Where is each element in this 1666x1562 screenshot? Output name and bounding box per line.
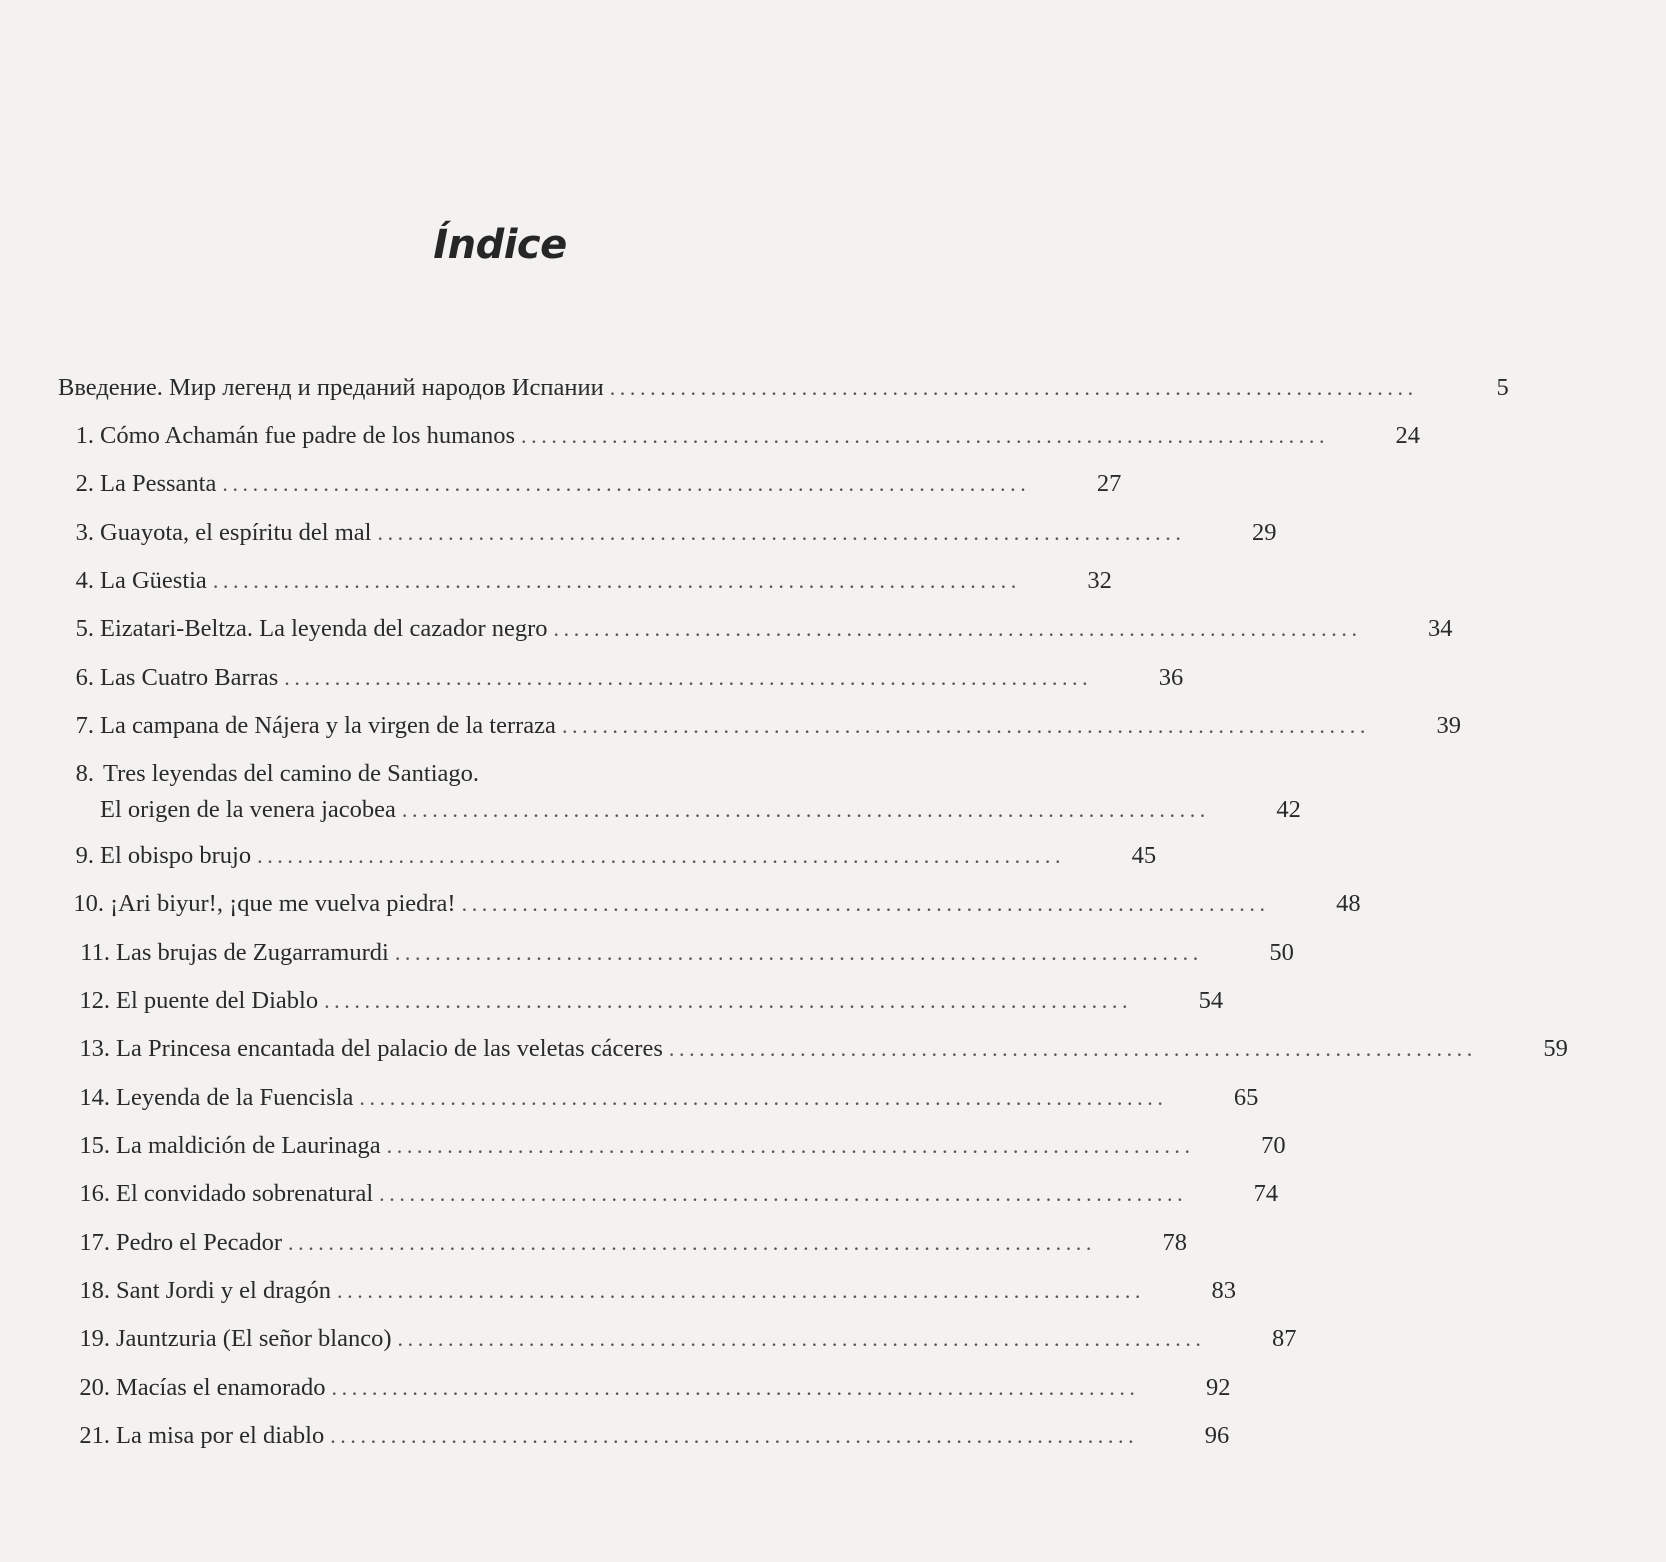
toc-entry-title: La campana de Nájera y la virgen de la terraza — [100, 712, 556, 739]
toc-entry-title: Pedro el Pecador — [116, 1229, 282, 1256]
toc-entry[interactable] — [0, 1226, 1187, 1260]
toc-entry-number: 16. — [79, 1180, 110, 1207]
toc-entry-title: El obispo brujo — [100, 842, 252, 869]
toc-entry-page: 70 — [1261, 1132, 1286, 1159]
toc-entry-intro[interactable] — [0, 371, 1509, 405]
dot-leader: ................................................................................ — [330, 1423, 1139, 1448]
toc-entry-page: 32 — [1087, 567, 1112, 594]
toc-entry-title: La Güestia — [100, 567, 207, 594]
dot-leader: ................................................................................ — [257, 843, 1066, 868]
toc-entry[interactable] — [0, 839, 1157, 873]
toc-entry-page: 45 — [1131, 842, 1157, 869]
toc-entry-title: El convidado sobrenatural — [116, 1180, 374, 1207]
toc-entry-title: Las brujas de Zugarramurdi — [116, 939, 389, 966]
toc-entry-page: 39 — [1436, 712, 1461, 739]
toc-entry-number: 6. — [75, 664, 94, 691]
toc-entry[interactable] — [0, 467, 1122, 501]
dot-leader: ................................................................................ — [359, 1085, 1168, 1110]
toc-entry-page: 92 — [1206, 1374, 1231, 1401]
toc-entry-title: La Pessanta — [100, 470, 217, 497]
toc-entry[interactable] — [0, 1274, 1237, 1308]
toc-entry[interactable] — [0, 984, 1224, 1018]
toc-entry-page: 59 — [1543, 1035, 1568, 1062]
toc-entry-page: 48 — [1336, 890, 1361, 917]
toc-entry-page: 42 — [1276, 796, 1301, 823]
dot-leader: ................................................................................ — [668, 1036, 1477, 1061]
dot-leader: ................................................................................ — [288, 1230, 1096, 1255]
toc-entry-title: Jauntzuria (El señor blanco) — [116, 1325, 392, 1352]
toc-entry[interactable] — [0, 1419, 1230, 1453]
toc-entry[interactable] — [0, 661, 1184, 695]
dot-leader: ................................................................................ — [561, 713, 1370, 738]
toc-entry-page: 54 — [1198, 987, 1224, 1014]
dot-leader: ................................................................................ — [337, 1278, 1146, 1303]
toc-entry-title: Eizatari-Beltza. La leyenda del cazador negro — [100, 615, 548, 642]
dot-leader: ................................................................................ — [377, 520, 1186, 545]
toc-entry-title: Guayota, el espíritu del mal — [100, 519, 372, 546]
toc-entry[interactable] — [0, 1032, 1568, 1066]
dot-leader: ................................................................................ — [461, 891, 1270, 916]
dot-leader: ................................................................................ — [609, 375, 1418, 400]
toc-entry-title: Cómo Achamán fue padre de los humanos — [100, 422, 516, 449]
toc-entry-number: 12. — [79, 987, 110, 1014]
toc-entry-title: Macías el enamorado — [116, 1374, 326, 1401]
dot-leader: ................................................................................ — [379, 1181, 1188, 1206]
toc-entry[interactable] — [0, 516, 1277, 550]
toc-entry-page: 34 — [1428, 615, 1453, 642]
toc-entry-title: La maldición de Laurinaga — [116, 1132, 381, 1159]
dot-leader: ................................................................................ — [386, 1133, 1195, 1158]
toc-entry-number: 19. — [79, 1325, 110, 1352]
toc-entry[interactable] — [0, 564, 1112, 598]
toc-entry-page: 24 — [1395, 422, 1421, 449]
toc-entry-title: Введение. Мир легенд и преданий народов Испании — [58, 374, 604, 401]
toc-entry[interactable] — [0, 1129, 1286, 1163]
toc-entry-number: 21. — [79, 1422, 110, 1449]
page-title: Índice — [433, 222, 567, 268]
toc-entry-page: 65 — [1233, 1084, 1259, 1111]
toc-entry-title-line2: El origen de la venera jacobea — [100, 796, 396, 823]
toc-entry-page: 5 — [1496, 374, 1509, 401]
toc-entry[interactable] — [0, 709, 1461, 743]
dot-leader: ................................................................................ — [553, 616, 1362, 641]
toc-entry[interactable] — [0, 936, 1294, 970]
dot-leader: ................................................................................ — [521, 423, 1330, 448]
toc-entry-title: Leyenda de la Fuencisla — [116, 1084, 354, 1111]
toc-entry-number: 5. — [75, 615, 94, 642]
toc-entry-number: 2. — [75, 470, 94, 497]
toc-entry-title: El puente del Diablo — [116, 987, 319, 1014]
toc-entry-number: 10. — [73, 890, 104, 917]
toc-entry-page: 50 — [1269, 939, 1294, 966]
dot-leader: ................................................................................ — [331, 1375, 1140, 1400]
toc-entry-number: 1. — [75, 422, 94, 449]
toc-entry-page: 27 — [1096, 470, 1122, 497]
toc-entry-page: 78 — [1162, 1229, 1187, 1256]
toc-entry[interactable] — [0, 1177, 1279, 1211]
toc-entry-number: 9. — [75, 842, 94, 869]
toc-entry-title: ¡Ari biyur!, ¡que me vuelva piedra! — [110, 890, 456, 917]
toc-entry-number: 13. — [79, 1035, 110, 1062]
dot-leader: ................................................................................ — [284, 665, 1093, 690]
toc-entry-number: 7. — [75, 712, 94, 739]
dot-leader: ................................................................................ — [397, 1326, 1206, 1351]
toc-entry-page: 87 — [1272, 1325, 1297, 1352]
toc-entry-number: 3. — [75, 519, 94, 546]
dot-leader: ................................................................................ — [401, 797, 1210, 822]
toc-entry-page: 83 — [1211, 1277, 1237, 1304]
toc-entry-number: 8. — [75, 760, 94, 787]
toc-entry-title: Sant Jordi y el dragón — [116, 1277, 332, 1304]
toc-entry[interactable] — [0, 419, 1421, 453]
dot-leader: ................................................................................ — [212, 568, 1021, 593]
toc-entry-page: 96 — [1204, 1422, 1230, 1449]
toc-entry[interactable] — [0, 1371, 1231, 1405]
toc-entry-number: 18. — [79, 1277, 110, 1304]
toc-entry[interactable] — [0, 1322, 1297, 1356]
toc-entry-number: 4. — [75, 567, 94, 594]
toc-entry-number: 11. — [80, 939, 110, 966]
toc-entry-title: La Princesa encantada del palacio de las veletas cáceres — [116, 1035, 663, 1062]
dot-leader: ................................................................................ — [222, 471, 1031, 496]
toc-entry-title: La misa por el diablo — [116, 1422, 325, 1449]
toc-entry-number: 20. — [79, 1374, 110, 1401]
toc-entry[interactable] — [0, 1081, 1259, 1115]
toc-entry-page: 29 — [1251, 519, 1277, 546]
toc-entry-number: 14. — [79, 1084, 110, 1111]
toc-entry-title-line1: Tres leyendas del camino de Santiago. — [103, 760, 480, 787]
toc-entry-page: 74 — [1253, 1180, 1279, 1207]
toc-entry-number: 15. — [79, 1132, 110, 1159]
dot-leader: ................................................................................ — [394, 940, 1203, 965]
toc-entry-number: 17. — [79, 1229, 110, 1256]
toc-entry-title: Las Cuatro Barras — [100, 664, 279, 691]
toc-entry-page: 36 — [1158, 664, 1184, 691]
toc-entry[interactable] — [0, 887, 1361, 921]
toc-entry[interactable] — [0, 612, 1453, 646]
dot-leader: ................................................................................ — [324, 988, 1133, 1013]
